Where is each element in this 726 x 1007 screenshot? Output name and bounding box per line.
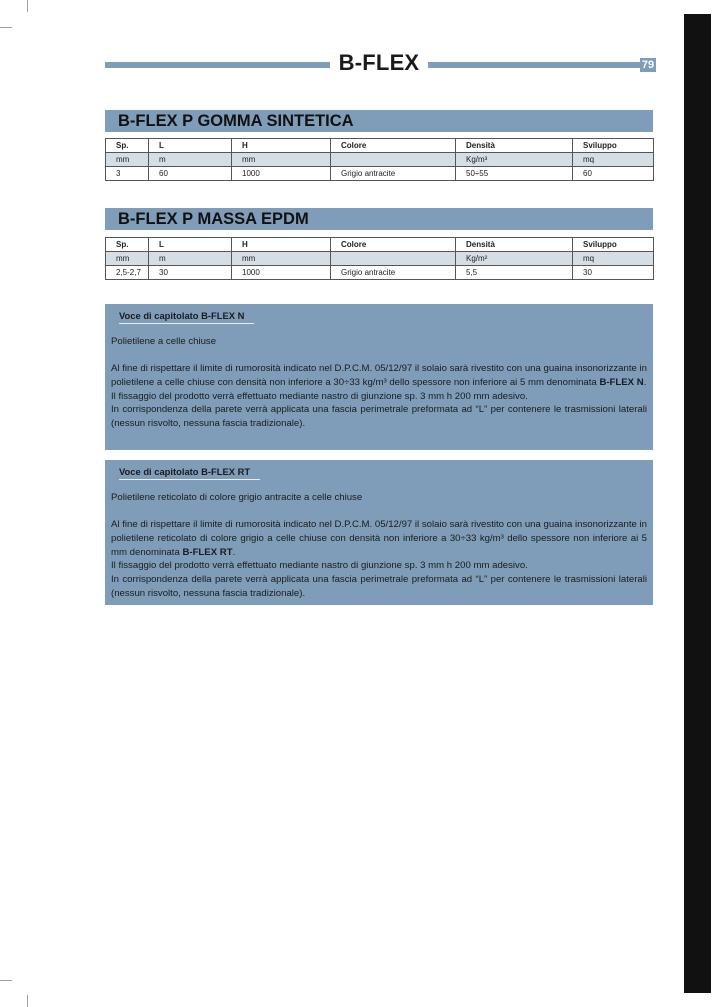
column-header: Densità xyxy=(456,238,573,252)
unit-cell: mq xyxy=(573,153,654,167)
spec-box xyxy=(105,460,653,605)
unit-cell: Kg/m² xyxy=(456,252,573,266)
table-units-row xyxy=(106,153,654,167)
value-cell: 30 xyxy=(149,266,232,280)
column-header: L xyxy=(149,139,232,153)
crop-mark xyxy=(0,27,12,28)
unit-cell: mm xyxy=(106,252,149,266)
spec-paragraph: In corrispondenza della parete verrà applicata una fascia perimetrale preformata ad “L” per contenere le trasmissioni laterali (nessun risvolto, nessuna fascia tradizionale). xyxy=(111,574,647,599)
column-header: H xyxy=(232,139,331,153)
product-name: B-FLEX N xyxy=(599,376,644,388)
unit-cell xyxy=(331,252,456,266)
value-cell: Grigio antracite xyxy=(331,266,456,280)
unit-cell: mm xyxy=(232,153,331,167)
column-header: Sviluppo xyxy=(573,238,654,252)
value-cell: Grigio antracite xyxy=(331,167,456,181)
product-title: B-FLEX P GOMMA SINTETICA xyxy=(105,110,653,132)
value-cell: 60 xyxy=(149,167,232,181)
value-cell: 5,5 xyxy=(456,266,573,280)
unit-cell: mm xyxy=(106,153,149,167)
page-title: B-FLEX xyxy=(338,50,420,75)
spec-box xyxy=(105,304,653,450)
spec-paragraph: In corrispondenza della parete verrà applicata una fascia perimetrale preformata ad “L” per contenere le trasmissioni laterali (nessun risvolto, nessuna fascia tradizionale). xyxy=(111,404,647,430)
unit-cell: mq xyxy=(573,252,654,266)
header-rule-right xyxy=(428,62,640,68)
spec-paragraph: Il fissaggio del prodotto verrà effettuato mediante nastro di giunzione sp. 3 mm h 200 mm adesivo. xyxy=(111,390,528,402)
column-header: Colore xyxy=(331,238,456,252)
product-name: B-FLEX RT xyxy=(182,546,233,558)
table-header-row xyxy=(106,238,654,252)
column-header: Colore xyxy=(331,139,456,153)
page-number: 79 xyxy=(641,59,655,71)
value-cell: 1000 xyxy=(232,167,331,181)
spec-table xyxy=(105,138,654,181)
spec-text: . xyxy=(643,376,647,388)
unit-cell: Kg/m³ xyxy=(456,153,573,167)
value-cell: 3 xyxy=(106,167,149,181)
crop-mark xyxy=(0,980,12,981)
column-header: Densità xyxy=(456,139,573,153)
product-title: B-FLEX P MASSA EPDM xyxy=(105,208,653,230)
page-edge-band xyxy=(684,14,711,993)
value-cell: 2,5-2,7 xyxy=(106,266,149,280)
table-units-row xyxy=(106,252,654,266)
unit-cell: m xyxy=(149,153,232,167)
spec-paragraph xyxy=(111,518,647,559)
value-cell: 1000 xyxy=(232,266,331,280)
spec-body xyxy=(111,362,647,431)
column-header: Sp. xyxy=(106,238,149,252)
unit-cell xyxy=(331,153,456,167)
crop-mark xyxy=(27,995,28,1007)
spec-text: Al fine di rispettare il limite di rumorosità indicato nel D.P.C.M. 05/12/97 il solaio sarà rivestito con una guaina insonorizzante in polietilene reticolato di colore grigio a celle chiuse con densità non inferiore a 30÷33 kg/m³ dello spessore non inferiore ai 5 mm denominata xyxy=(111,519,647,558)
unit-cell: m xyxy=(149,252,232,266)
header-rule-left xyxy=(105,62,330,68)
spec-title: Voce di capitolato B-FLEX N xyxy=(119,309,254,324)
table-row xyxy=(106,266,654,280)
unit-cell: mm xyxy=(232,252,331,266)
spec-table xyxy=(105,237,654,280)
spec-paragraph: Il fissaggio del prodotto verrà effettuato mediante nastro di giunzione sp. 3 mm h 200 mm adesivo. xyxy=(111,560,528,572)
column-header: Sviluppo xyxy=(573,139,654,153)
column-header: H xyxy=(232,238,331,252)
table-header-row xyxy=(106,139,654,153)
spec-paragraph xyxy=(111,362,647,390)
spec-body xyxy=(111,518,647,601)
column-header: Sp. xyxy=(106,139,149,153)
spec-text: . xyxy=(232,546,236,558)
crop-mark xyxy=(27,0,28,12)
value-cell: 30 xyxy=(573,266,654,280)
value-cell: 60 xyxy=(573,167,654,181)
table-row xyxy=(106,167,654,181)
spec-title: Voce di capitolato B-FLEX RT xyxy=(119,465,260,480)
value-cell: 50÷55 xyxy=(456,167,573,181)
column-header: L xyxy=(149,238,232,252)
spec-text: Al fine di rispettare il limite di rumorosità indicato nel D.P.C.M. 05/12/97 il solaio sarà rivestito con una guaina insonorizzante in polietilene a celle chiuse con densità non inferiore a 30÷33 kg/m³ dello spessore non inferiore ai 5 mm denominata xyxy=(111,363,647,388)
spec-subtitle: Polietilene reticolato di colore grigio antracite a celle chiuse xyxy=(111,492,363,503)
spec-subtitle: Polietilene a celle chiuse xyxy=(111,336,217,347)
